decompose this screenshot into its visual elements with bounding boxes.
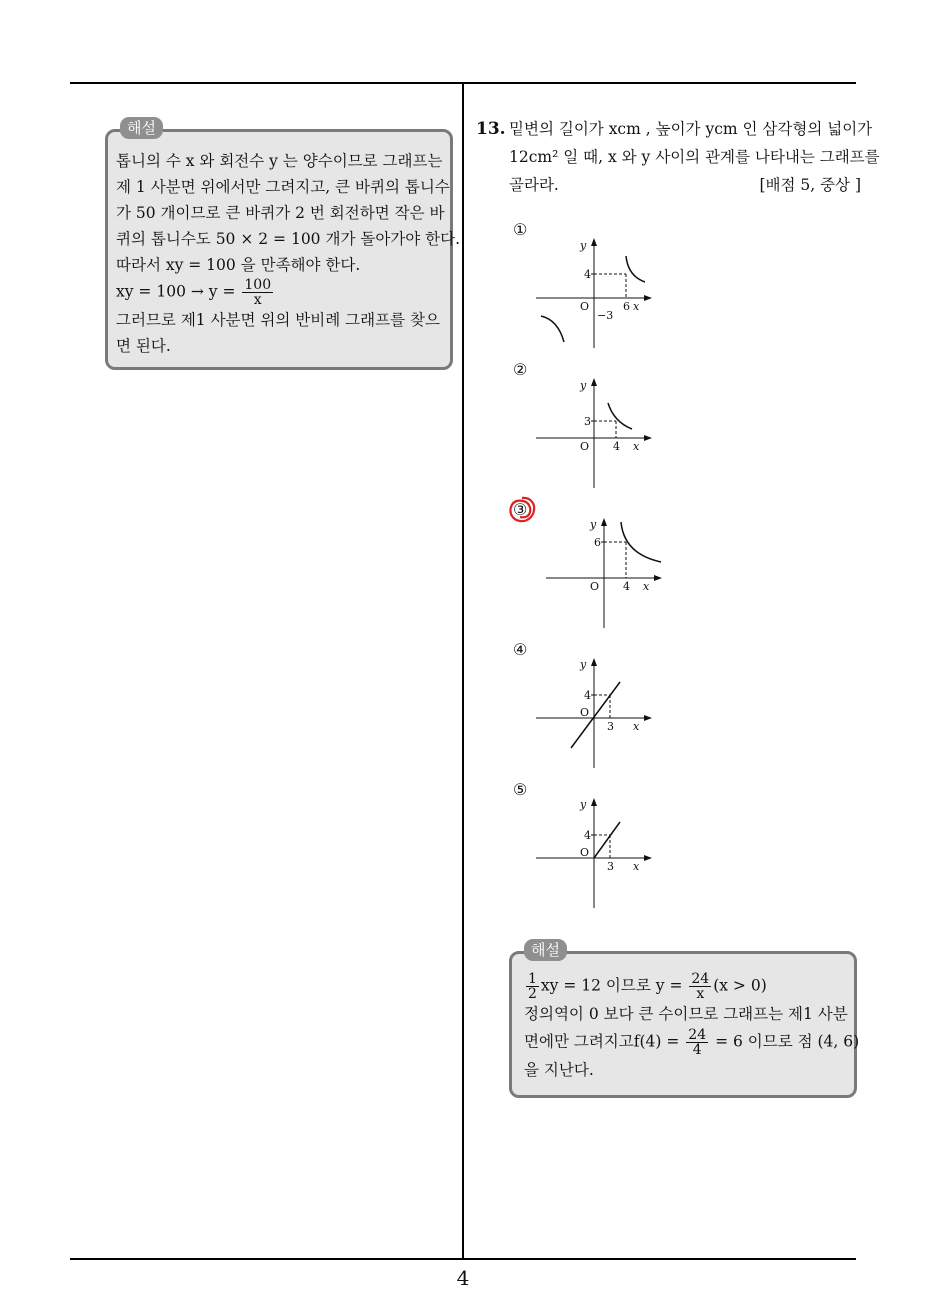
solution-box-right xyxy=(509,951,860,1098)
bottom-rule xyxy=(70,1258,856,1260)
solution-line: $\frac{1}{2}$ xy = 12 이므로 y = $\frac{24}{x}$ (x > 0) xyxy=(528,971,767,1002)
selection-circle-mark xyxy=(506,494,538,526)
solution-line: 퀴의 톱니수도 50 × 2 = 100 개가 돌아가야 한다. xyxy=(116,230,461,248)
y-axis-label: y xyxy=(580,379,587,392)
option-3-label[interactable]: ③ xyxy=(513,500,528,519)
solution-line: 면 된다. xyxy=(116,337,171,355)
question-text: 밑변의 길이가 xcm , 높이가 ycm 인 삼각형의 넓이가 12cm² 일 때, x 와 y 사이의 관계를 나타내는 그래프를 골라라. xyxy=(509,120,880,194)
y-axis-label: y xyxy=(590,518,597,531)
option-1-label[interactable]: ① xyxy=(513,220,528,239)
question-number: 13. xyxy=(476,119,506,139)
solution-line: 따라서 xy = 100 을 만족해야 한다. xyxy=(116,256,361,274)
origin-label: O xyxy=(580,440,590,453)
graph-option-1 xyxy=(530,232,660,352)
solution-tag: 해설 xyxy=(120,117,163,139)
column-divider xyxy=(462,82,464,1260)
y-axis-label: y xyxy=(580,658,587,671)
origin-label: O xyxy=(590,580,600,593)
option-5-label[interactable]: ⑤ xyxy=(513,780,528,799)
solution-line: 제 1 사분면 위에서만 그려지고, 큰 바퀴의 톱니수 xyxy=(116,178,450,196)
x-axis-label: x xyxy=(643,580,650,593)
y-axis-label: y xyxy=(580,239,587,252)
solution-tag: 해설 xyxy=(524,939,567,961)
y-tick-label: 4 xyxy=(584,689,591,702)
solution-line: 을 지난다. xyxy=(524,1061,594,1079)
fraction: $\frac{1}{2}$ xyxy=(528,971,537,1002)
origin-label: O xyxy=(580,300,590,313)
x-axis-label: x xyxy=(633,440,640,453)
x-axis-label: x xyxy=(633,300,640,313)
fraction: $\frac{24}{x}$ xyxy=(691,971,710,1002)
option-2-label[interactable]: ② xyxy=(513,360,528,379)
negative-tick-label: −3 xyxy=(597,309,614,322)
x-tick-label: 3 xyxy=(607,720,614,733)
x-tick-label: 6 xyxy=(623,300,630,313)
origin-label: O xyxy=(580,706,590,719)
solution-line: 정의역이 0 보다 큰 수이므로 그래프는 제1 사분 xyxy=(524,1005,848,1023)
page-number: 4 xyxy=(456,1266,470,1290)
solution-box-left xyxy=(105,129,461,370)
y-axis-label: y xyxy=(580,798,587,811)
solution-line: 톱니의 수 x 와 회전수 y 는 양수이므로 그래프는 xyxy=(116,152,443,170)
score-label: [배점 5, 중상 ] xyxy=(759,176,861,194)
graph-option-4 xyxy=(530,652,660,772)
solution-formula: xy = 100 → y = $\frac{100}{x}$ xyxy=(116,277,272,308)
graph-option-3 xyxy=(540,512,670,632)
fraction: $\frac{24}{4}$ xyxy=(688,1027,707,1058)
graph-option-2 xyxy=(530,372,660,492)
y-tick-label: 4 xyxy=(584,829,591,842)
x-axis-label: x xyxy=(633,860,640,873)
fraction: $\frac{100}{x}$ xyxy=(244,277,272,308)
x-axis-label: x xyxy=(633,720,640,733)
graph-option-5 xyxy=(530,792,660,912)
option-4-label[interactable]: ④ xyxy=(513,640,528,659)
y-tick-label: 4 xyxy=(584,268,591,281)
solution-line: 가 50 개이므로 큰 바퀴가 2 번 회전하면 작은 바 xyxy=(116,204,445,222)
y-tick-label: 3 xyxy=(584,415,591,428)
y-tick-label: 6 xyxy=(594,536,601,549)
x-tick-label: 3 xyxy=(607,860,614,873)
solution-line: 그러므로 제1 사분면 위의 반비례 그래프를 찾으 xyxy=(116,311,440,329)
solution-line: 면에만 그려지고f(4) = $\frac{24}{4}$ = 6 이므로 점 (4, 6) xyxy=(524,1027,860,1058)
origin-label: O xyxy=(580,846,590,859)
x-tick-label: 4 xyxy=(613,440,620,453)
x-tick-label: 4 xyxy=(623,580,630,593)
